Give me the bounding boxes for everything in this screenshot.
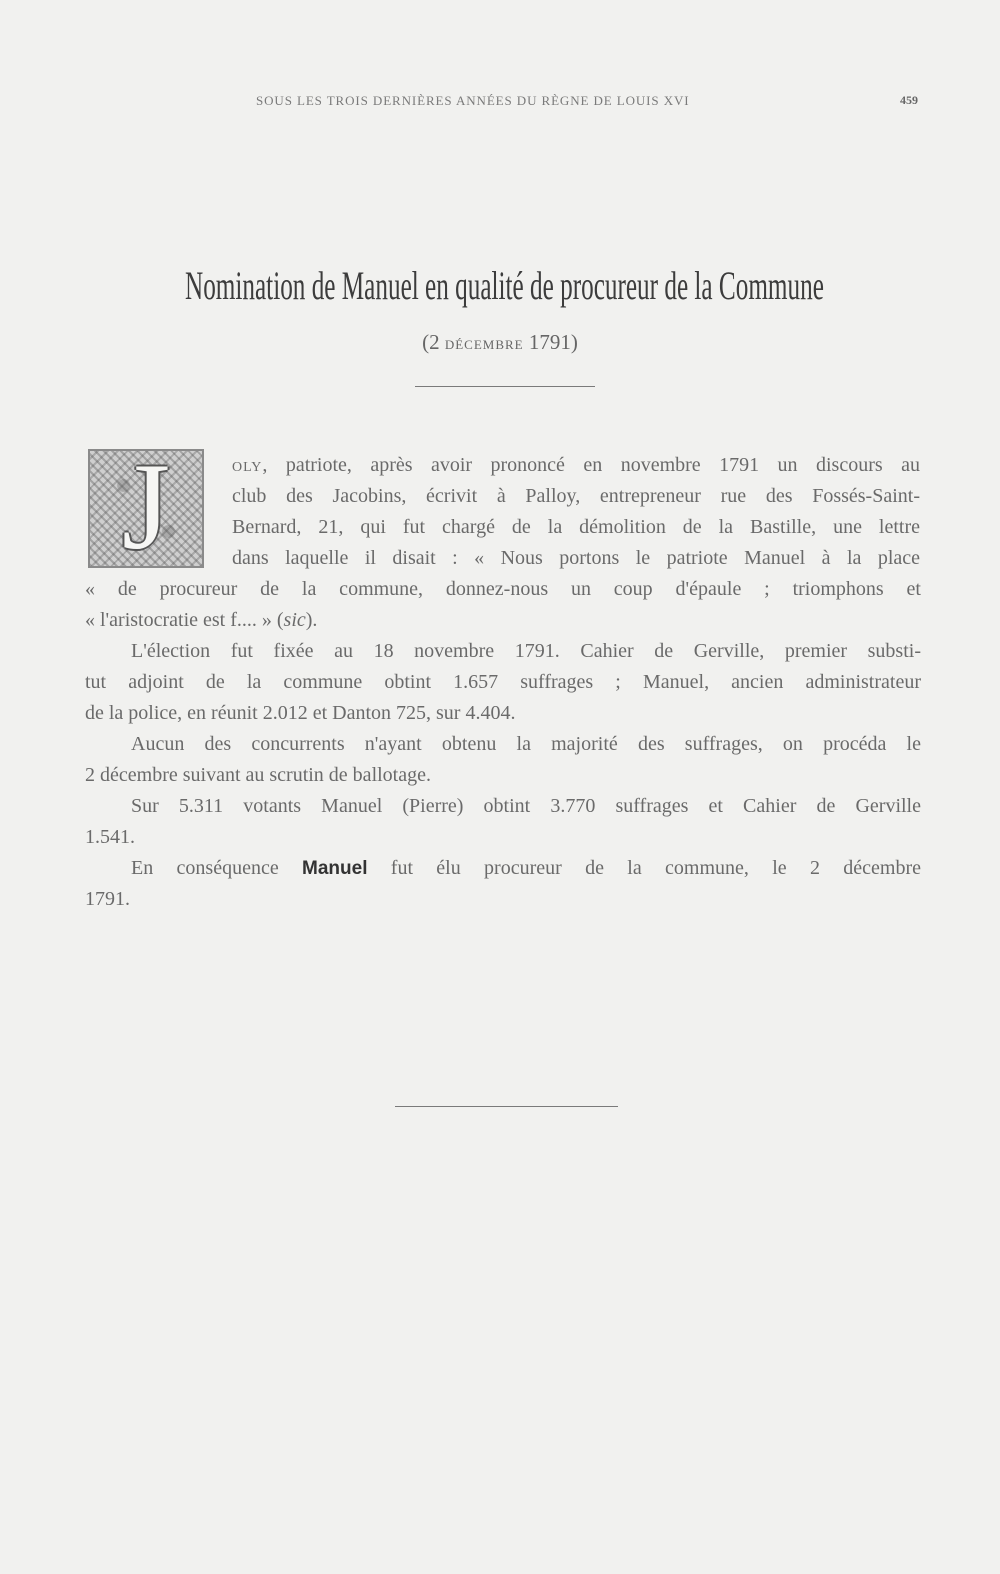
date-month: DÉCEMBRE <box>444 337 524 352</box>
text-line: En conséquence Manuel fut élu procureur de la commune, le 2 décembre <box>131 857 921 879</box>
article-date <box>0 330 1000 355</box>
page-number: 459 <box>900 93 918 107</box>
closing-rule <box>395 1106 618 1107</box>
text-line: Bernard, 21, qui fut chargé de la démolition de la Bastille, une lettre <box>232 516 920 538</box>
text-line: tut adjoint de la commune obtint 1.657 suffrages ; Manuel, ancien administrateur <box>85 671 921 693</box>
text-line: 1.541. <box>85 826 135 848</box>
title-rule <box>415 386 595 387</box>
ornamental-dropcap <box>88 438 204 575</box>
dropcap-letter: J <box>121 438 171 575</box>
text-line: dans laquelle il disait : « Nous portons le patriote Manuel à la place <box>232 547 920 569</box>
text-line: 1791. <box>85 888 130 910</box>
running-title: SOUS LES TROIS DERNIÈRES ANNÉES DU RÈGNE DE LOUIS XVI <box>256 93 690 108</box>
text-line: club des Jacobins, écrivit à Palloy, entrepreneur rue des Fossés-Saint- <box>232 485 920 507</box>
text-line: L'élection fut fixée au 18 novembre 1791. Cahier de Gerville, premier substi- <box>131 640 921 662</box>
article-title: Nomination de Manuel en qualité de procureur de la Commune <box>185 263 824 308</box>
text-line: Aucun des concurrents n'ayant obtenu la majorité des suffrages, on procéda le <box>131 733 921 755</box>
text-line: 2 décembre suivant au scrutin de ballotage. <box>85 764 431 786</box>
text-line: de la police, en réunit 2.012 et Danton 725, sur 4.404. <box>85 702 516 724</box>
date-close: 1791) <box>523 330 578 354</box>
text-line: « de procureur de la commune, donnez-nous un coup d'épaule ; triomphons et <box>85 578 921 600</box>
text-line: Sur 5.311 votants Manuel (Pierre) obtint 3.770 suffrages et Cahier de Gerville <box>131 795 921 817</box>
date-open: (2 <box>422 330 445 354</box>
running-head <box>0 93 1000 113</box>
text-line: OLY, patriote, après avoir prononcé en novembre 1791 un discours au <box>232 454 920 476</box>
text-line: « l'aristocratie est f.... » (sic). <box>85 609 318 631</box>
